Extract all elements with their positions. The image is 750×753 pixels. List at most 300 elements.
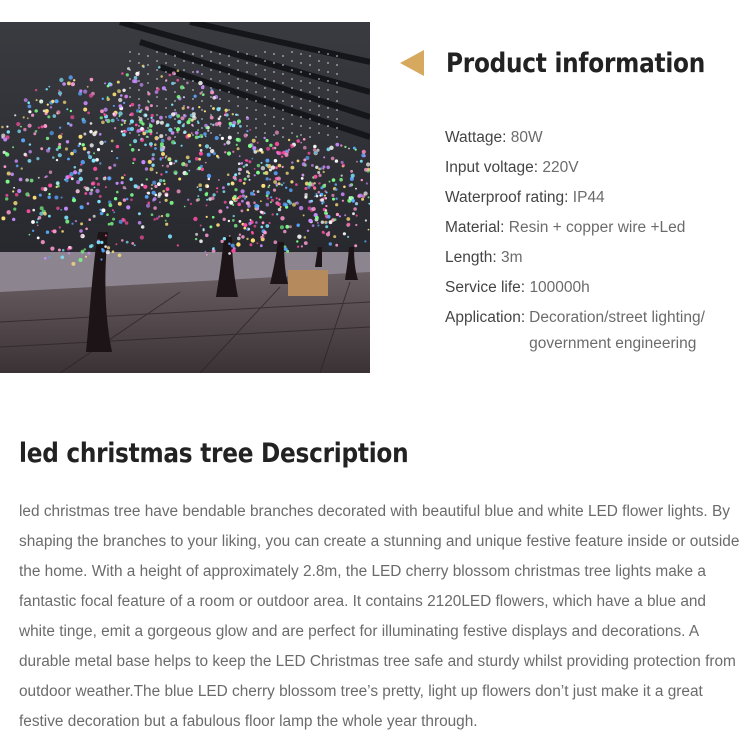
- led-dot: [232, 204, 234, 206]
- led-dot: [266, 147, 270, 151]
- curtain-light-dot: [273, 53, 275, 55]
- led-dot: [129, 178, 132, 181]
- curtain-light-dot: [210, 123, 212, 125]
- curtain-light-dot: [174, 82, 176, 84]
- led-dot: [359, 194, 363, 198]
- curtain-light-dot: [174, 136, 176, 138]
- curtain-light-dot: [255, 64, 257, 66]
- led-dot: [246, 170, 249, 173]
- led-dot: [360, 160, 363, 163]
- led-dot: [201, 86, 205, 90]
- led-dot: [280, 206, 282, 208]
- led-dot: [302, 174, 305, 177]
- led-dot: [90, 189, 93, 192]
- led-dot: [290, 180, 293, 183]
- curtain-light-dot: [219, 62, 221, 64]
- led-dot: [177, 95, 181, 99]
- led-dot: [145, 114, 148, 117]
- led-dot: [341, 192, 345, 196]
- led-dot: [80, 164, 82, 166]
- led-dot: [15, 159, 18, 162]
- led-dot: [140, 83, 144, 87]
- led-dot: [151, 114, 154, 117]
- curtain-light-dot: [273, 89, 275, 91]
- curtain-light-dot: [183, 87, 185, 89]
- led-dot: [1, 134, 5, 138]
- led-dot: [122, 219, 126, 223]
- led-dot: [149, 142, 153, 146]
- curtain-light-dot: [210, 96, 212, 98]
- led-dot: [169, 162, 173, 166]
- led-dot: [112, 218, 115, 221]
- curtain-light-dot: [300, 71, 302, 73]
- curtain-light-dot: [300, 107, 302, 109]
- led-dot: [308, 219, 312, 223]
- led-dot: [124, 122, 126, 124]
- led-dot: [322, 168, 324, 170]
- led-dot: [277, 177, 281, 181]
- led-dot: [289, 188, 293, 192]
- led-dot: [130, 199, 133, 202]
- led-dot: [342, 164, 345, 167]
- led-dot: [76, 180, 80, 184]
- product-info-title: Product information: [446, 47, 706, 79]
- led-dot: [216, 223, 220, 227]
- led-dot: [132, 162, 134, 164]
- led-dot: [197, 195, 199, 197]
- led-dot: [28, 159, 32, 163]
- led-dot: [40, 206, 44, 210]
- led-dot: [205, 192, 208, 195]
- curtain-light-dot: [129, 105, 131, 107]
- curtain-light-dot: [156, 105, 158, 107]
- led-dot: [67, 81, 71, 85]
- curtain-light-dot: [129, 78, 131, 80]
- spec-value: Decoration/street lighting/ government engineering: [529, 309, 705, 352]
- led-dot: [53, 229, 57, 233]
- curtain-light-dot: [138, 125, 140, 127]
- led-dot: [263, 137, 265, 139]
- led-dot: [321, 203, 323, 205]
- curtain-light-dot: [219, 53, 221, 55]
- curtain-light-dot: [210, 60, 212, 62]
- led-dot: [12, 190, 14, 192]
- led-dot: [226, 206, 228, 208]
- curtain-light-dot: [228, 73, 230, 75]
- led-dot: [313, 148, 316, 151]
- led-dot: [300, 142, 302, 144]
- led-dot: [213, 193, 216, 196]
- led-dot: [297, 139, 300, 142]
- led-dot: [146, 178, 148, 180]
- curtain-light-dot: [327, 134, 329, 136]
- curtain-light-dot: [273, 134, 275, 136]
- curtain-light-dot: [327, 125, 329, 127]
- led-dot: [274, 159, 277, 162]
- led-dot: [181, 145, 183, 147]
- led-dot: [303, 146, 307, 150]
- led-dot: [321, 221, 324, 224]
- curtain-light-dot: [156, 123, 158, 125]
- curtain-light-dot: [336, 91, 338, 93]
- led-dot: [25, 192, 29, 196]
- led-dot: [307, 186, 310, 189]
- led-dot: [13, 208, 16, 211]
- curtain-light-dot: [282, 55, 284, 57]
- led-dot: [237, 147, 240, 150]
- led-dot: [318, 174, 321, 177]
- led-dot: [309, 181, 311, 183]
- led-dot: [185, 163, 188, 166]
- led-dot: [314, 151, 318, 155]
- led-dot: [16, 165, 19, 168]
- led-dot: [303, 159, 306, 162]
- led-dot: [85, 187, 89, 191]
- led-dot: [267, 197, 270, 200]
- spec-value: 100000h: [529, 279, 590, 296]
- led-dot: [239, 220, 242, 223]
- led-dot: [248, 144, 252, 148]
- led-dot: [291, 161, 293, 163]
- curtain-light-dot: [246, 134, 248, 136]
- led-dot: [143, 185, 147, 189]
- curtain-light-dot: [165, 107, 167, 109]
- led-dot: [216, 155, 219, 158]
- curtain-light-dot: [147, 64, 149, 66]
- led-dot: [227, 183, 230, 186]
- led-dot: [257, 164, 260, 167]
- led-dot: [156, 217, 159, 220]
- led-dot: [269, 222, 271, 224]
- led-dot: [138, 221, 142, 225]
- led-dot: [288, 139, 290, 141]
- curtain-light-dot: [138, 134, 140, 136]
- led-dot: [58, 135, 62, 139]
- led-dot: [155, 90, 159, 94]
- led-dot: [212, 216, 215, 219]
- led-dot: [27, 209, 31, 213]
- led-dot: [247, 175, 250, 178]
- led-dot: [322, 184, 326, 188]
- led-dot: [130, 119, 134, 123]
- curtain-light-dot: [237, 114, 239, 116]
- led-dot: [56, 207, 59, 210]
- led-dot: [48, 193, 50, 195]
- led-dot: [7, 172, 11, 176]
- led-dot: [207, 153, 211, 157]
- led-dot: [188, 160, 191, 163]
- led-dot: [196, 71, 199, 74]
- led-dot: [59, 127, 61, 129]
- curtain-light-dot: [282, 82, 284, 84]
- led-dot: [186, 82, 189, 85]
- led-dot: [44, 257, 47, 260]
- led-dot: [39, 194, 42, 197]
- led-dot: [161, 152, 165, 156]
- led-dot: [157, 182, 161, 186]
- led-dot: [91, 181, 95, 185]
- led-dot: [249, 179, 251, 181]
- led-dot: [6, 180, 10, 184]
- curtain-light-dot: [309, 82, 311, 84]
- led-dot: [234, 173, 237, 176]
- led-dot: [188, 170, 190, 172]
- led-dot: [121, 239, 124, 242]
- led-dot: [353, 147, 356, 150]
- led-dot: [295, 202, 297, 204]
- curtain-light-dot: [282, 109, 284, 111]
- led-dot: [165, 223, 168, 226]
- led-dot: [325, 205, 327, 207]
- led-dot: [126, 205, 130, 209]
- led-dot: [25, 178, 29, 182]
- led-dot: [4, 165, 7, 168]
- led-dot: [237, 203, 241, 207]
- led-dot: [163, 179, 166, 182]
- led-dot: [249, 243, 252, 246]
- led-dot: [340, 144, 342, 146]
- led-dot: [152, 181, 156, 185]
- led-dot: [57, 183, 59, 185]
- curtain-light-dot: [147, 55, 149, 57]
- curtain-light-dot: [165, 116, 167, 118]
- led-dot: [46, 137, 49, 140]
- led-dot: [308, 152, 311, 155]
- led-dot: [304, 196, 307, 199]
- led-dot: [223, 218, 226, 221]
- spec-label: Input voltage:: [445, 159, 539, 176]
- curtain-light-dot: [219, 125, 221, 127]
- led-dot: [51, 100, 54, 103]
- led-dot: [33, 132, 36, 135]
- led-dot: [54, 196, 58, 200]
- led-dot: [140, 235, 144, 239]
- curtain-light-dot: [165, 80, 167, 82]
- led-dot: [17, 189, 21, 193]
- curtain-light-dot: [327, 53, 329, 55]
- led-dot: [238, 172, 241, 175]
- led-dot: [69, 124, 72, 127]
- curtain-light-dot: [318, 69, 320, 71]
- led-dot: [133, 158, 136, 161]
- curtain-light-dot: [174, 91, 176, 93]
- led-dot: [344, 146, 346, 148]
- led-dot: [197, 120, 199, 122]
- led-dot: [254, 174, 256, 176]
- led-dot: [99, 162, 101, 164]
- led-dot: [251, 238, 255, 242]
- led-dot: [36, 99, 38, 101]
- led-dot: [257, 142, 259, 144]
- led-dot: [182, 107, 185, 110]
- led-dot: [273, 189, 276, 192]
- led-dot: [205, 234, 209, 238]
- led-dot: [237, 237, 241, 241]
- curtain-light-dot: [264, 114, 266, 116]
- curtain-light-dot: [147, 73, 149, 75]
- led-dot: [52, 156, 55, 159]
- led-dot: [45, 109, 49, 113]
- curtain-light-dot: [318, 132, 320, 134]
- led-dot: [368, 229, 370, 231]
- led-dot: [335, 159, 338, 162]
- led-dot: [296, 240, 298, 242]
- led-dot: [118, 202, 122, 206]
- curtain-light-dot: [156, 60, 158, 62]
- led-dot: [244, 165, 246, 167]
- led-dot: [23, 116, 25, 118]
- led-dot: [241, 210, 244, 213]
- led-dot: [241, 162, 244, 165]
- led-dot: [85, 256, 87, 258]
- led-dot: [283, 230, 286, 233]
- curtain-light-dot: [273, 107, 275, 109]
- spec-value: IP44: [572, 189, 605, 206]
- led-dot: [315, 193, 317, 195]
- led-dot: [89, 245, 92, 248]
- led-dot: [126, 241, 129, 244]
- description-body: led christmas tree have bendable branches decorated with beautiful blue and white LED flower lights. By shaping the branches to your liking, you can create a stunning and unique festive feature inside or outside the home. With a height of approximately 2.8m, the LED cherry blossom christmas tree lights make a fantastic focal feature of a room or outdoor area. It contains 2120LED flowers, which have a blue and white tinge, emit a gorgeous glow and are perfect for illuminating festive displays and decorations. A durable metal base helps to keep the LED Christmas tree safe and sturdy whilst providing protection from outdoor weather.The blue LED cherry blossom tree’s pretty, light up flowers don’t just make it a great festive decoration but a fabulous floor lamp the whole year through.: [19, 503, 740, 730]
- led-dot: [80, 205, 84, 209]
- curtain-light-dot: [282, 100, 284, 102]
- led-dot: [49, 256, 51, 258]
- led-dot: [285, 150, 288, 153]
- led-dot: [47, 115, 50, 118]
- led-dot: [208, 178, 211, 181]
- led-dot: [212, 124, 214, 126]
- curtain-light-dot: [210, 105, 212, 107]
- led-dot: [184, 206, 186, 208]
- led-dot: [104, 108, 108, 112]
- led-dot: [44, 176, 46, 178]
- led-dot: [116, 145, 119, 148]
- led-dot: [85, 228, 88, 231]
- led-dot: [363, 155, 366, 158]
- led-dot: [177, 120, 181, 124]
- led-dot: [265, 159, 269, 163]
- curtain-light-dot: [192, 98, 194, 100]
- curtain-light-dot: [327, 116, 329, 118]
- led-dot: [100, 116, 103, 119]
- led-dot: [269, 185, 271, 187]
- led-dot: [285, 203, 288, 206]
- led-dot: [95, 158, 99, 162]
- led-dot: [254, 204, 258, 208]
- led-dot: [89, 94, 93, 98]
- led-dot: [150, 133, 153, 136]
- curtain-light-dot: [165, 62, 167, 64]
- led-dot: [152, 153, 155, 156]
- curtain-light-dot: [183, 60, 185, 62]
- curtain-light-dot: [318, 87, 320, 89]
- led-dot: [280, 216, 284, 220]
- led-dot: [68, 252, 71, 255]
- led-dot: [177, 189, 181, 193]
- led-dot: [151, 119, 155, 123]
- led-dot: [90, 78, 94, 82]
- led-dot: [134, 244, 136, 246]
- curtain-light-dot: [129, 114, 131, 116]
- curtain-light-dot: [237, 123, 239, 125]
- led-dot: [318, 191, 321, 194]
- led-dot: [186, 120, 190, 124]
- led-dot: [297, 160, 300, 163]
- led-dot: [354, 244, 357, 247]
- led-dot: [158, 215, 160, 217]
- led-dot: [266, 191, 270, 195]
- led-dot: [303, 138, 306, 141]
- led-dot: [256, 171, 260, 175]
- led-dot: [274, 240, 278, 244]
- led-dot: [82, 143, 85, 146]
- spec-application: [445, 303, 745, 357]
- led-dot: [69, 75, 73, 79]
- led-dot: [58, 90, 60, 92]
- curtain-light-dot: [318, 105, 320, 107]
- led-dot: [41, 187, 45, 191]
- curtain-light-dot: [336, 127, 338, 129]
- led-dot: [297, 235, 301, 239]
- led-dot: [224, 151, 226, 153]
- led-dot: [73, 170, 77, 174]
- led-dot: [227, 151, 231, 155]
- led-dot: [291, 166, 295, 170]
- curtain-light-dot: [165, 71, 167, 73]
- led-dot: [270, 196, 272, 198]
- led-dot: [198, 106, 200, 108]
- led-dot: [228, 220, 230, 222]
- curtain-light-dot: [318, 123, 320, 125]
- led-dot: [206, 185, 209, 188]
- led-dot: [149, 124, 153, 128]
- led-dot: [126, 198, 129, 201]
- led-dot: [272, 147, 275, 150]
- led-dot: [134, 76, 138, 80]
- led-dot: [353, 207, 357, 211]
- led-dot: [83, 108, 87, 112]
- led-dot: [136, 109, 139, 112]
- led-dot: [304, 241, 308, 245]
- led-dot: [35, 109, 38, 112]
- led-dot: [130, 193, 134, 197]
- led-dot: [168, 115, 172, 119]
- curtain-light-dot: [255, 118, 257, 120]
- curtain-light-dot: [237, 69, 239, 71]
- curtain-light-dot: [228, 82, 230, 84]
- led-dot: [79, 229, 83, 233]
- curtain-light-dot: [183, 96, 185, 98]
- led-dot: [64, 216, 68, 220]
- led-dot: [154, 143, 157, 146]
- curtain-light-dot: [210, 78, 212, 80]
- led-dot: [140, 109, 142, 111]
- led-dot: [197, 129, 199, 131]
- product-info-section: [400, 40, 750, 86]
- led-dot: [339, 178, 343, 182]
- curtain-light-dot: [273, 80, 275, 82]
- led-dot: [151, 188, 153, 190]
- led-dot: [198, 136, 200, 138]
- led-dot: [79, 135, 83, 139]
- led-dot: [351, 174, 355, 178]
- curtain-light-dot: [201, 109, 203, 111]
- led-dot: [117, 81, 120, 84]
- curtain-light-dot: [336, 136, 338, 138]
- led-dot: [171, 82, 174, 85]
- led-dot: [235, 114, 237, 116]
- curtain-light-dot: [318, 114, 320, 116]
- spec-label: Wattage:: [445, 129, 507, 146]
